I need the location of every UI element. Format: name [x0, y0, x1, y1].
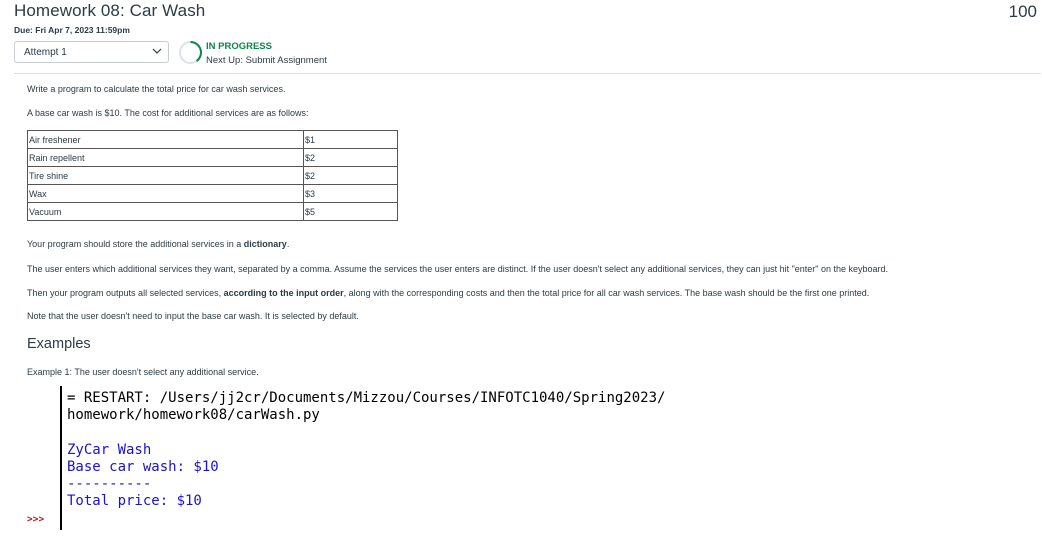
- service-cost: $2: [304, 167, 398, 185]
- table-row: [28, 131, 398, 149]
- shell-prompt[interactable]: >>>: [27, 514, 45, 525]
- services-table: [27, 130, 398, 221]
- progress-ring-icon: [178, 40, 203, 65]
- shell-restart-line-1: = RESTART: /Users/jj2cr/Documents/Mizzou/Courses/INFOTC1040/Spring2023/: [67, 390, 666, 406]
- service-cost: $5: [304, 203, 398, 221]
- header-divider: [14, 73, 1041, 74]
- status-badge: IN PROGRESS: [206, 41, 272, 52]
- shell-output-line: Base car wash: $10: [67, 459, 219, 475]
- store-dictionary-text: [27, 239, 289, 249]
- service-name: Rain repellent: [28, 149, 304, 167]
- service-cost: $1: [304, 131, 398, 149]
- service-name: Tire shine: [28, 167, 304, 185]
- service-name: Air freshener: [28, 131, 304, 149]
- output-bold: according to the input order: [223, 288, 344, 298]
- shell-border: [60, 386, 62, 530]
- next-step-text: Next Up: Submit Assignment: [206, 55, 327, 66]
- table-row: [28, 185, 398, 203]
- table-row: [28, 167, 398, 185]
- base-price-text: A base car wash is $10. The cost for additional services are as follows:: [27, 108, 309, 118]
- chevron-down-icon: [151, 45, 163, 57]
- service-cost: $3: [304, 185, 398, 203]
- shell-output-line: ZyCar Wash: [67, 442, 152, 458]
- service-name: Wax: [28, 185, 304, 203]
- intro-text: Write a program to calculate the total price for car wash services.: [27, 84, 286, 94]
- attempt-selected-value: Attempt 1: [24, 47, 67, 58]
- service-cost: $2: [304, 149, 398, 167]
- output-text: [27, 288, 869, 298]
- table-row: [28, 149, 398, 167]
- examples-heading: Examples: [27, 336, 91, 352]
- due-date: Due: Fri Apr 7, 2023 11:59pm: [14, 25, 130, 35]
- shell-restart-line-2: homework/homework08/carWash.py: [67, 407, 320, 423]
- user-input-text: The user enters which additional services they want, separated by a comma. Assume the services the user enters are distinct. If the user doesn't select any additional services, they can just hit "enter" on the keyboard.: [27, 264, 889, 274]
- points-possible: 100: [1008, 2, 1037, 21]
- example-1-label: Example 1: The user doesn't select any additional service.: [27, 367, 259, 377]
- shell-output-line: Total price: $10: [67, 493, 202, 509]
- output-suffix: , along with the corresponding costs and then the total price for all car wash services. The base wash should be the first one printed.: [343, 288, 870, 298]
- page-title: Homework 08: Car Wash: [14, 1, 206, 20]
- table-row: [28, 203, 398, 221]
- note-text: Note that the user doesn't need to input the base car wash. It is selected by default.: [27, 311, 359, 321]
- output-prefix: Then your program outputs all selected services,: [27, 288, 224, 298]
- store-bold: dictionary: [243, 239, 287, 249]
- store-suffix: .: [286, 239, 290, 249]
- attempt-dropdown[interactable]: [14, 41, 169, 63]
- service-name: Vacuum: [28, 203, 304, 221]
- store-prefix: Your program should store the additional services in a: [27, 239, 244, 249]
- shell-output-line: ----------: [67, 476, 152, 492]
